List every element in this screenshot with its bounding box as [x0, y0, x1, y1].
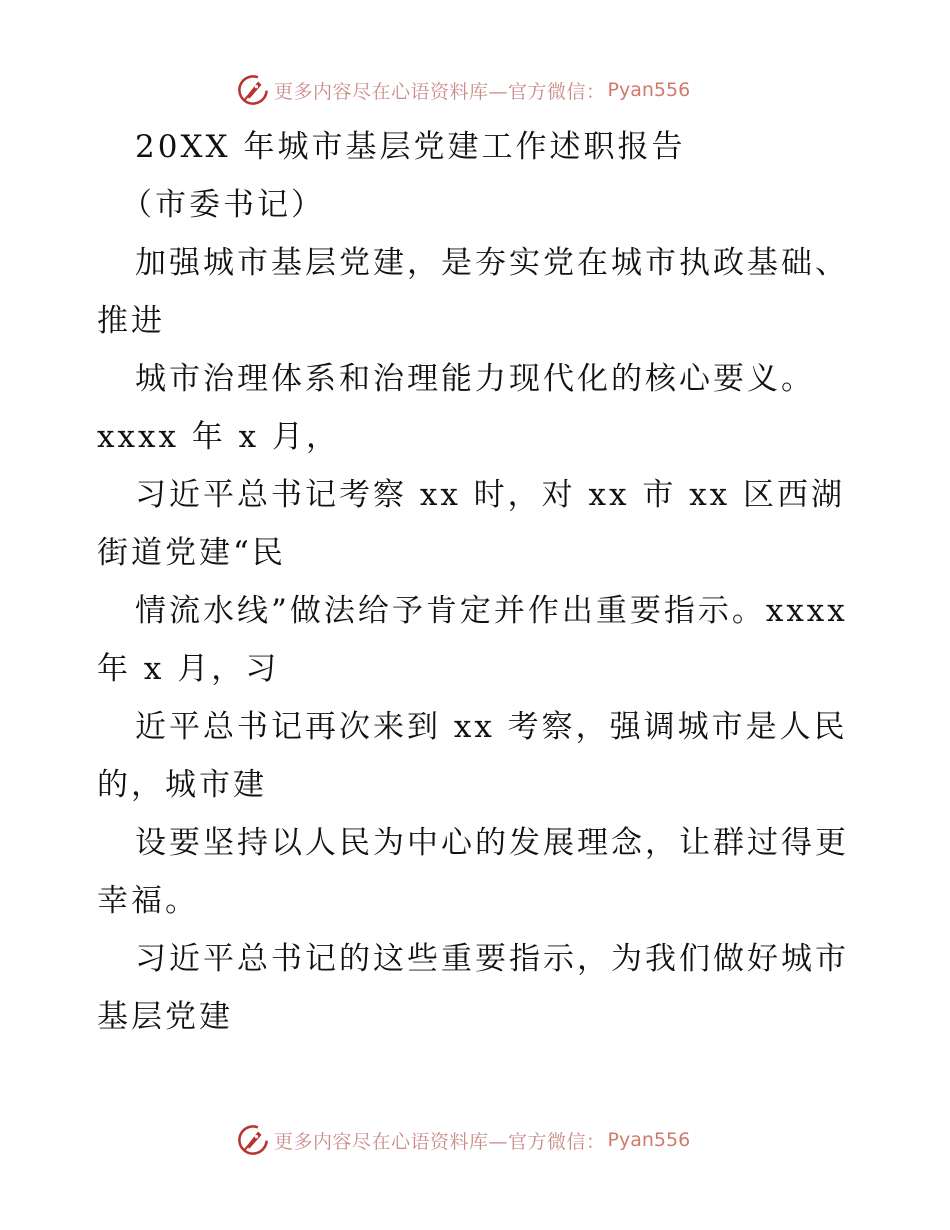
document-subtitle: （市委书记） — [121, 187, 325, 223]
paragraph-line: 近平总书记再次来到 xx 考察，强调城市是人民 — [135, 709, 848, 745]
paragraph-line: 城市治理体系和治理能力现代化的核心要义。 — [135, 361, 815, 397]
paragraph-line: 基层党建 — [97, 999, 233, 1035]
pen-nib-logo-icon — [236, 73, 270, 107]
watermark-wechat-id: Pyan556 — [607, 79, 691, 101]
paragraph-line: 习近平总书记的这些重要指示，为我们做好城市 — [135, 941, 849, 977]
watermark-wechat-id: Pyan556 — [607, 1129, 691, 1151]
paragraph-line: 推进 — [97, 303, 165, 339]
paragraph-line: 习近平总书记考察 xx 时，对 xx 市 xx 区西湖 — [135, 477, 846, 513]
paragraph-line: 加强城市基层党建，是夯实党在城市执政基础、 — [135, 245, 849, 281]
paragraph-line: xxxx 年 x 月， — [97, 419, 340, 455]
watermark-header — [236, 72, 690, 108]
watermark-text: 更多内容尽在心语资料库—官方微信： — [274, 80, 606, 103]
watermark-text: 更多内容尽在心语资料库—官方微信： — [274, 1130, 606, 1153]
paragraph-line: 幸福。 — [97, 883, 199, 919]
document-title: 20XX 年城市基层党建工作述职报告 — [135, 129, 686, 165]
paragraph-line: 街道党建“民 — [97, 535, 286, 571]
paragraph-line: 的，城市建 — [97, 767, 267, 803]
pen-nib-logo-icon — [236, 1123, 270, 1157]
paragraph-line: 设要坚持以人民为中心的发展理念，让群过得更 — [135, 825, 849, 861]
watermark-footer — [236, 1122, 690, 1158]
paragraph-line: 情流水线”做法给予肯定并作出重要指示。xxxx — [135, 593, 848, 629]
paragraph-line: 年 x 月，习 — [97, 651, 280, 687]
